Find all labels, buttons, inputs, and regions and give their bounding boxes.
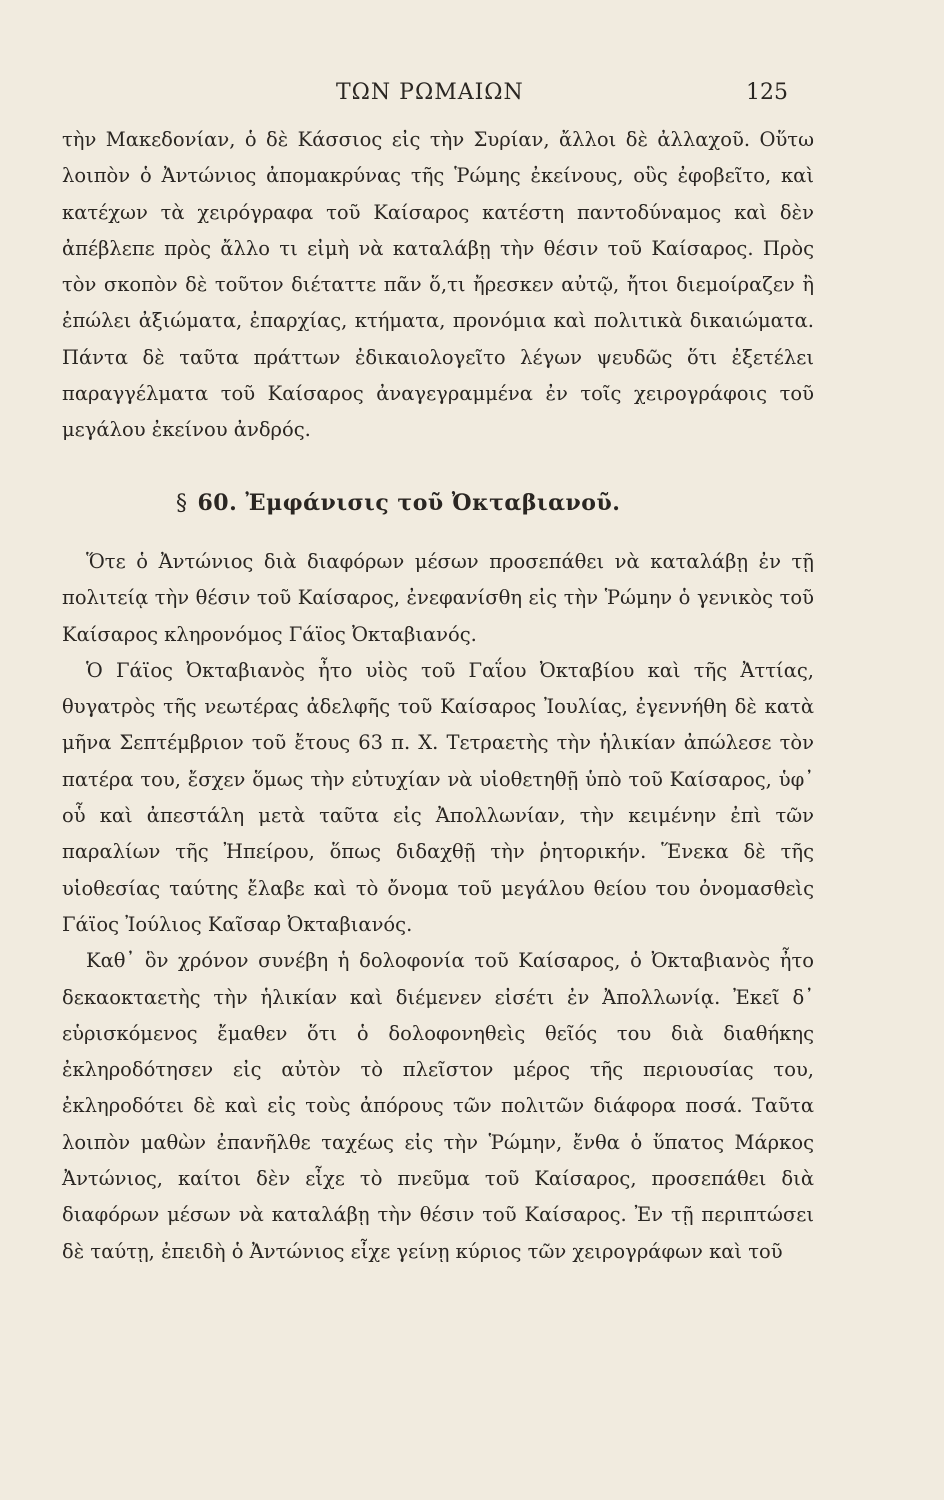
section-title: 60. Ἐμφάνισις τοῦ Ὀκταβιανοῦ. [197,489,621,516]
page-number: 125 [746,80,788,105]
body-text [62,122,814,1270]
paragraph: Καθ᾽ ὃν χρόνον συνέβη ἡ δολοφονία τοῦ Καίσαρος, ὁ Ὀκταβιανὸς ἦτο δεκαοκταετὴς τὴν ἡλικίαν καὶ διέμενεν εἰσέτι ἐν Ἀπολλωνίᾳ. Ἐκεῖ δ᾽ εὑρισκόμενος ἔμαθεν ὅτι ὁ δολοφονηθεὶς θεῖός του διὰ διαθήκης ἐκληροδότησεν εἰς αὐτὸν τὸ πλεῖστον μέρος τῆς περιουσίας του, ἐκληροδότει δὲ καὶ εἰς τοὺς ἀπόρους τῶν πολιτῶν διάφορα ποσά. Ταῦτα λοιπὸν μαθὼν ἐπανῆλθε ταχέως εἰς τὴν Ῥώμην, ἔνθα ὁ ὕπατος Μάρκος Ἀντώνιος, καίτοι δὲν εἶχε τὸ πνεῦμα τοῦ Καίσαρος, προσεπάθει διὰ διαφόρων μέσων νὰ καταλάβῃ τὴν θέσιν τοῦ Καίσαρος. Ἐν τῇ περιπτώσει δὲ ταύτῃ, ἐπειδὴ ὁ Ἀντώνιος εἶχε γείνῃ κύριος τῶν χειρογράφων καὶ τοῦ [62,949,814,1263]
page-header [0,80,944,114]
running-head: ΤΩΝ ΡΩΜΑΙΩΝ [336,80,524,105]
paragraph: Ὁ Γάϊος Ὀκταβιανὸς ἦτο υἱὸς τοῦ Γαΐου Ὀκταβίου καὶ τῆς Ἀττίας, θυγατρὸς τῆς νεωτέρας ἀδελφῆς τοῦ Καίσαρος Ἰουλίας, ἐγεννήθη δὲ κατὰ μῆνα Σεπτέμβριον τοῦ ἔτους 63 π. Χ. Τετραετὴς τὴν ἡλικίαν ἀπώλεσε τὸν πατέρα του, ἔσχεν ὅμως τὴν εὐτυχίαν νὰ υἱοθετηθῇ ὑπὸ τοῦ Καίσαρος, ὑφ᾽ οὗ καὶ ἀπεστάλη μετὰ ταῦτα εἰς Ἀπολλωνίαν, τὴν κειμένην ἐπὶ τῶν παραλίων τῆς Ἠπείρου, ὅπως διδαχθῇ τὴν ῥητορικήν. Ἕνεκα δὲ τῆς υἱοθεσίας ταύτης ἔλαβε καὶ τὸ ὄνομα τοῦ μεγάλου θείου του ὀνομασθεὶς Γάϊος Ἰούλιος Καῖσαρ Ὀκταβιανός. [62,658,814,936]
paragraph-continuation: τὴν Μακεδονίαν, ὁ δὲ Κάσσιος εἰς τὴν Συρίαν, ἄλλοι δὲ ἀλλαχοῦ. Οὕτω λοιπὸν ὁ Ἀντώνιος ἀπομακρύνας τῆς Ῥώμης ἐκείνους, οὓς ἐφοβεῖτο, καὶ κατέχων τὰ χειρόγραφα τοῦ Καίσαρος κατέστη παντοδύναμος καὶ δὲν ἀπέβλεπε πρὸς ἄλλο τι εἰμὴ νὰ καταλάβῃ τὴν θέσιν τοῦ Καίσαρος. Πρὸς τὸν σκοπὸν δὲ τοῦτον διέταττε πᾶν ὅ,τι ἤρεσκεν αὐτῷ, ἤτοι διεμοίραζεν ἢ ἐπώλει ἀξιώματα, ἐπαρχίας, κτήματα, προνόμια καὶ πολιτικὰ δικαιώματα. Πάντα δὲ ταῦτα πράττων ἐδικαιολογεῖτο λέγων ψευδῶς ὅτι ἐξετέλει παραγγέλματα τοῦ Καίσαρος ἀναγεγραμμένα ἐν τοῖς χειρογράφοις τοῦ μεγάλου ἐκείνου ἀνδρός. [62,128,814,442]
paragraph: Ὅτε ὁ Ἀντώνιος διὰ διαφόρων μέσων προσεπάθει νὰ καταλάβῃ ἐν τῇ πολιτείᾳ τὴν θέσιν τοῦ Καίσαρος, ἐνεφανίσθη εἰς τὴν Ῥώμην ὁ γενικὸς τοῦ Καίσαρος κληρονόμος Γάϊος Ὀκταβιανός. [62,549,814,646]
section-symbol: § [176,490,188,516]
section-heading [62,485,814,522]
